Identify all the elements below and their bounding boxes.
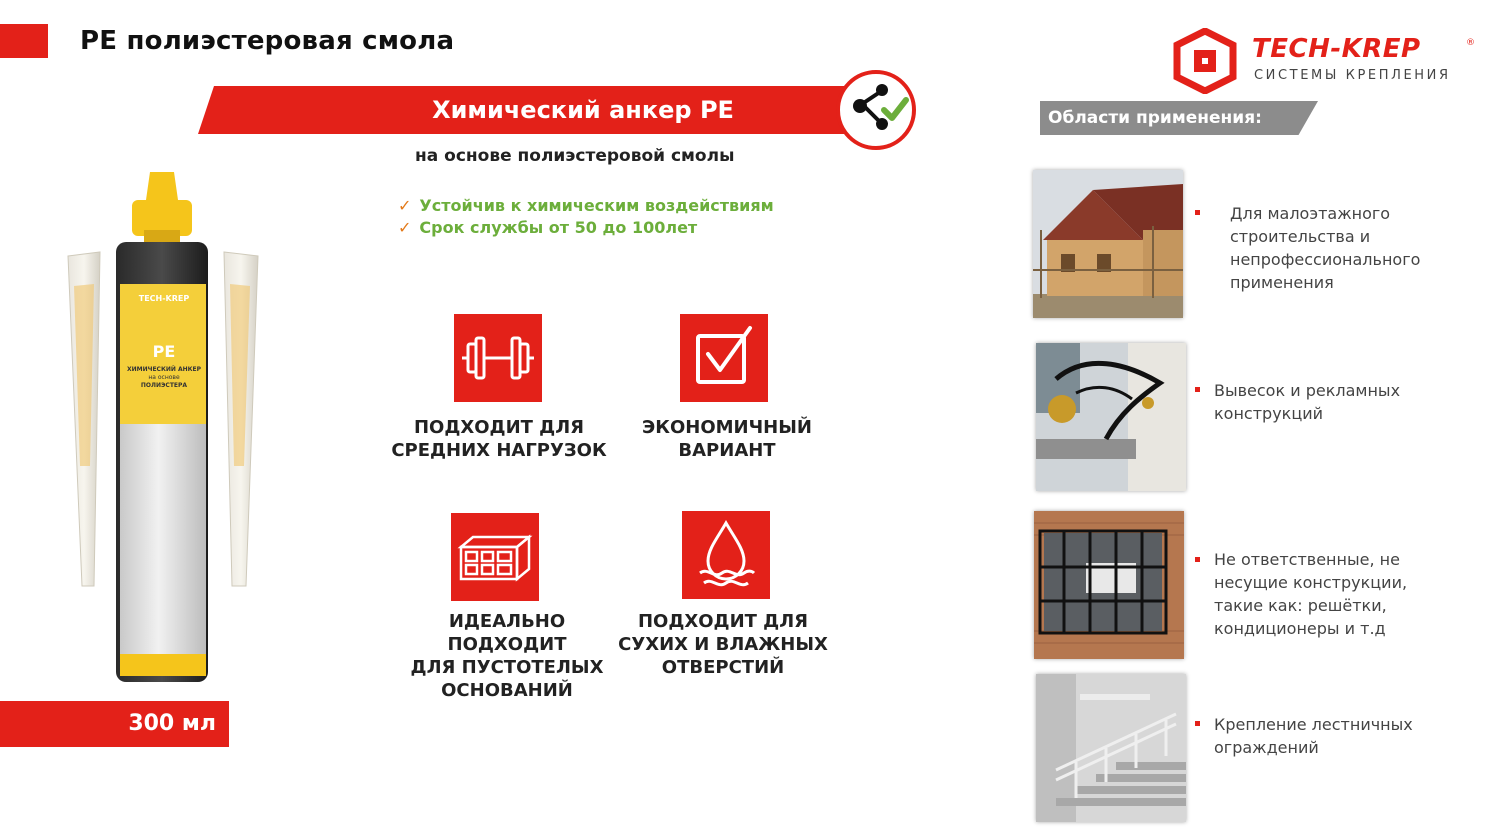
area-text-signs: Вывесок и рекламных конструкций xyxy=(1214,381,1401,423)
check-icon: ✓ xyxy=(398,218,412,237)
cartridge-brand: TECH-KREP xyxy=(138,294,190,303)
cartridge-image xyxy=(60,166,270,686)
area-text-nonload: Не ответственные, не несущие конструкции, такие как: решётки, кондиционеры и т.д xyxy=(1214,550,1408,638)
banner-subtitle: на основе полиэстеровой смолы xyxy=(415,146,735,166)
hollow-brick-icon xyxy=(451,513,539,601)
bullet-icon xyxy=(1195,387,1200,392)
bullet-icon xyxy=(1195,721,1200,726)
window-grille-photo xyxy=(1034,511,1184,659)
benefit-text: Срок службы от 50 до 100лет xyxy=(419,218,698,237)
signboard-bracket-photo xyxy=(1036,343,1186,491)
dumbbell-icon xyxy=(454,314,542,402)
feature-label-dry-wet: ПОДХОДИТ ДЛЯ СУХИХ И ВЛАЖНЫХ ОТВЕРСТИЙ xyxy=(618,611,828,678)
cartridge-line1: ХИМИЧЕСКИЙ АНКЕР xyxy=(126,366,202,373)
bullet-icon xyxy=(1195,557,1200,562)
logo-tagline: СИСТЕМЫ КРЕПЛЕНИЯ xyxy=(1254,68,1451,83)
area-text-stairs: Крепление лестничных ограждений xyxy=(1214,715,1413,757)
cartridge-line2: на основе xyxy=(148,374,180,381)
benefit-line-2 xyxy=(398,218,697,237)
check-icon: ✓ xyxy=(398,196,412,215)
logo-registered-mark: ® xyxy=(1466,38,1475,48)
title-accent-bar xyxy=(0,24,48,58)
area-text-lowrise: Для малоэтажного строительства и непрофессионального применения xyxy=(1230,204,1421,292)
cartridge-line3: ПОЛИЭСТЕРА xyxy=(140,382,188,389)
stair-railing-photo xyxy=(1036,674,1186,822)
water-drop-icon xyxy=(682,511,770,599)
feature-label-medium-load: ПОДХОДИТ ДЛЯ СРЕДНИХ НАГРУЗОК xyxy=(391,417,607,461)
volume-label: 300 мл xyxy=(128,711,216,736)
banner-title: Химический анкер РЕ xyxy=(432,96,734,124)
benefit-line-1 xyxy=(398,196,774,215)
feature-label-hollow-base: ИДЕАЛЬНО ПОДХОДИТ ДЛЯ ПУСТОТЕЛЫХ ОСНОВАНИЙ xyxy=(410,611,604,701)
cartridge-code: PE xyxy=(152,342,176,361)
house-construction-photo xyxy=(1033,170,1183,318)
logo-name: TECH-KREP xyxy=(1252,34,1421,64)
areas-title: Области применения: xyxy=(1048,108,1262,128)
checkbox-icon xyxy=(680,314,768,402)
benefit-text: Устойчив к химическим воздействиям xyxy=(419,196,774,215)
page-title: PE полиэстеровая смола xyxy=(80,26,455,56)
tech-krep-logo-icon xyxy=(1172,28,1238,94)
molecule-check-icon xyxy=(836,70,916,150)
bullet-icon xyxy=(1195,210,1200,215)
feature-label-economy: ЭКОНОМИЧНЫЙ ВАРИАНТ xyxy=(642,417,812,461)
